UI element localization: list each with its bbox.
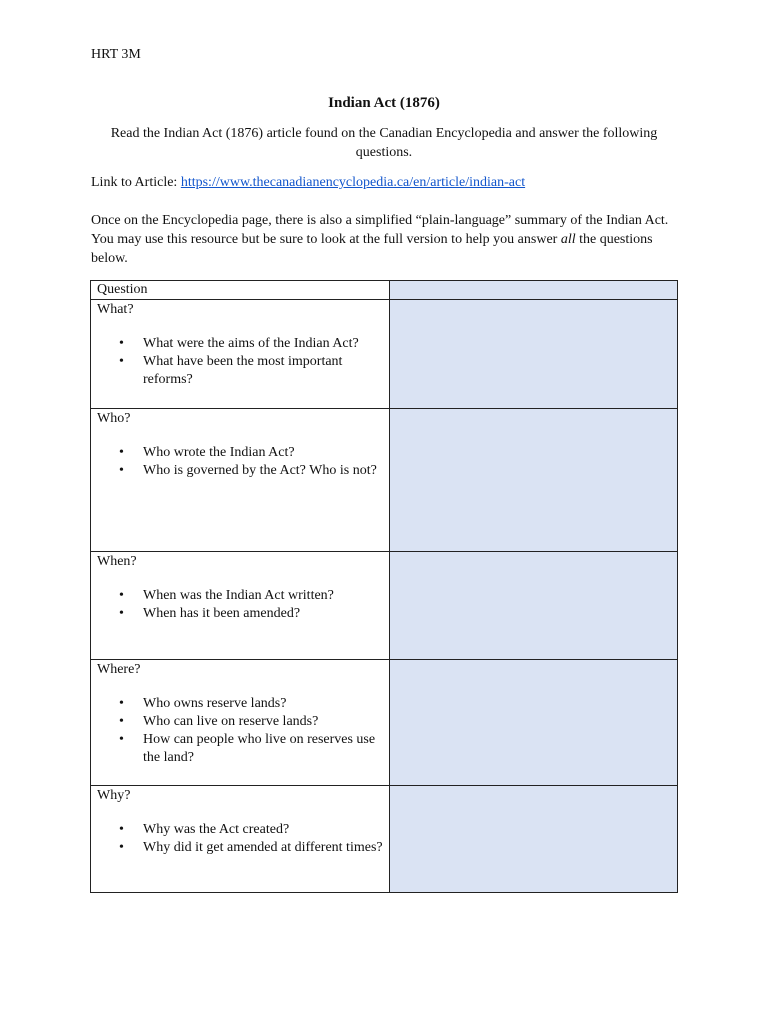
link-prefix: Link to Article: <box>91 175 181 190</box>
document-title: Indian Act (1876) <box>328 95 440 111</box>
list-item: • Who can live on reserve lands? <box>143 713 389 731</box>
list-item: • Who owns reserve lands? <box>143 695 389 713</box>
question-cell-when <box>91 552 390 660</box>
instructions-text-1: Once on the Encyclopedia page, there is also a simplified “plain-language” summary of the Indian Act. You may use this resource but be sure to look at the full version to help you answer <box>91 213 669 247</box>
table-row <box>91 409 678 552</box>
question-list-when <box>97 587 389 623</box>
table-row <box>91 552 678 660</box>
section-label-where: Where? <box>97 662 141 677</box>
table-header-row <box>91 281 678 300</box>
instructions-emphasis: all <box>560 232 576 247</box>
question-list-why <box>97 821 389 857</box>
section-label-what: What? <box>97 302 134 317</box>
list-item: • What were the aims of the Indian Act? <box>143 335 389 353</box>
header-question-cell <box>91 281 390 300</box>
list-item: • Who is governed by the Act? Who is not? <box>143 462 389 480</box>
table-row <box>91 660 678 786</box>
instructions-text-2: the questions below. <box>91 232 653 266</box>
section-label-why: Why? <box>97 788 131 803</box>
article-link-line <box>91 173 525 192</box>
answer-cell-what[interactable] <box>390 300 678 409</box>
question-cell-where <box>91 660 390 786</box>
header-answer-cell <box>390 281 678 300</box>
answer-cell-when[interactable] <box>390 552 678 660</box>
table-row <box>91 300 678 409</box>
list-item: • When has it been amended? <box>143 605 389 623</box>
article-link[interactable]: https://www.thecanadianencyclopedia.ca/en/article/indian-act <box>180 175 526 190</box>
question-cell-why <box>91 786 390 893</box>
answer-cell-who[interactable] <box>390 409 678 552</box>
question-list-what <box>97 335 389 389</box>
list-item: • Why was the Act created? <box>143 821 389 839</box>
list-item: • When was the Indian Act written? <box>143 587 389 605</box>
question-list-where <box>97 695 389 767</box>
question-table <box>90 280 678 893</box>
question-cell-who <box>91 409 390 552</box>
section-label-who: Who? <box>97 411 131 426</box>
question-cell-what <box>91 300 390 409</box>
list-item: • What have been the most important reforms? <box>143 353 389 389</box>
question-list-who <box>97 444 389 480</box>
course-code: HRT 3M <box>91 47 141 62</box>
header-question-label: Question <box>97 282 148 297</box>
instructions-paragraph <box>91 211 681 268</box>
answer-cell-why[interactable] <box>390 786 678 893</box>
intro-paragraph: Read the Indian Act (1876) article found on the Canadian Encyclopedia and answer the following questions. <box>110 126 658 160</box>
list-item: • Why did it get amended at different times? <box>143 839 389 857</box>
list-item: • Who wrote the Indian Act? <box>143 444 389 462</box>
list-item: • How can people who live on reserves use the land? <box>143 731 389 767</box>
section-label-when: When? <box>97 554 137 569</box>
answer-cell-where[interactable] <box>390 660 678 786</box>
table-row <box>91 786 678 893</box>
